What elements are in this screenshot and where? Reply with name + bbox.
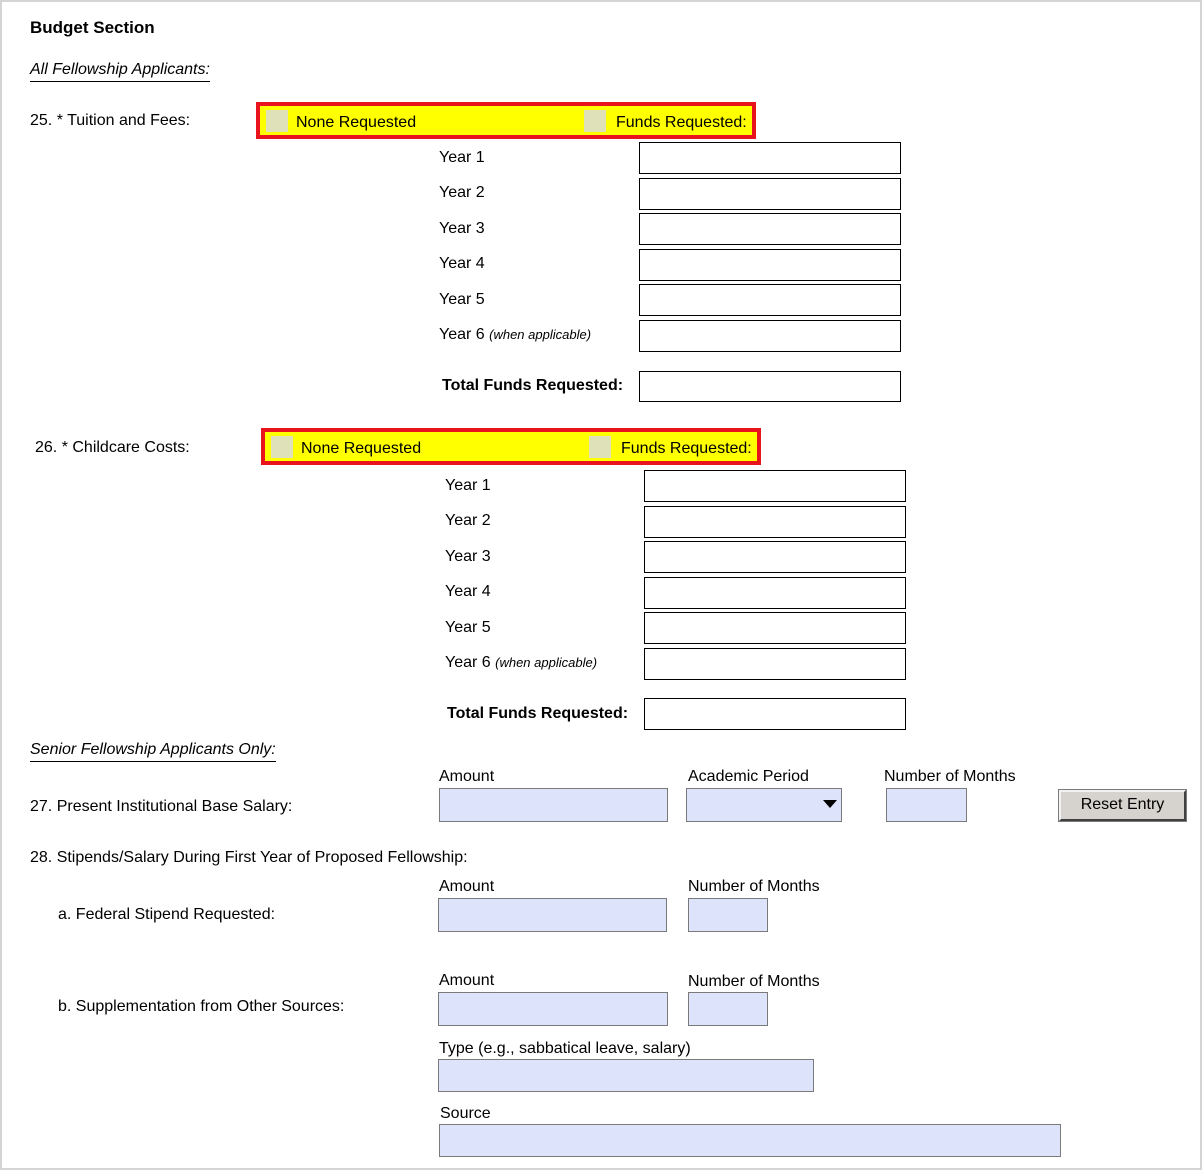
q27-months-header: Number of Months: [884, 768, 1016, 785]
q26-year2-input[interactable]: [644, 506, 906, 538]
q28b-amount-header: Amount: [439, 972, 495, 989]
q25-year5-input[interactable]: [639, 284, 901, 316]
q25-choice-group: [256, 102, 756, 139]
q26-choice-group: [261, 428, 761, 465]
q27-amount-input[interactable]: [439, 788, 668, 822]
q26-year1-label: Year 1: [445, 477, 491, 494]
q28b-source-input[interactable]: [439, 1124, 1061, 1157]
q25-year3-input[interactable]: [639, 213, 901, 245]
q25-year2-input[interactable]: [639, 178, 901, 210]
q26-funds-label: Funds Requested:: [621, 440, 752, 457]
q26-year5-label: Year 5: [445, 619, 491, 636]
q28b-type-input[interactable]: [438, 1059, 814, 1092]
q26-year3-input[interactable]: [644, 541, 906, 573]
q25-none-label: None Requested: [296, 114, 417, 131]
q27-months-input[interactable]: [886, 788, 967, 822]
q25-year6-text: Year 6: [439, 326, 485, 343]
q26-year6-text: Year 6: [445, 654, 491, 671]
q25-year6-input[interactable]: [639, 320, 901, 352]
q25-year4-input[interactable]: [639, 249, 901, 281]
section-title: Budget Section: [30, 18, 155, 37]
q27-amount-header: Amount: [439, 768, 495, 785]
q26-label: 26. * Childcare Costs:: [35, 439, 190, 456]
q25-label: 25. * Tuition and Fees:: [30, 112, 191, 129]
q28a-amount-input[interactable]: [438, 898, 667, 932]
q28b-source-header: Source: [440, 1105, 491, 1122]
senior-applicants-heading: Senior Fellowship Applicants Only:: [30, 741, 276, 762]
q28a-amount-header: Amount: [439, 878, 495, 895]
q28b-months-header: Number of Months: [688, 973, 820, 990]
q26-none-label: None Requested: [301, 440, 422, 457]
reset-entry-button[interactable]: Reset Entry: [1059, 790, 1186, 821]
q26-none-checkbox[interactable]: [271, 436, 293, 458]
q27-label: 27. Present Institutional Base Salary:: [30, 798, 293, 815]
q26-total-input[interactable]: [644, 698, 906, 730]
q25-none-checkbox[interactable]: [266, 110, 288, 132]
q25-year3-label: Year 3: [439, 220, 485, 237]
q25-year5-label: Year 5: [439, 291, 485, 308]
q26-year3-label: Year 3: [445, 548, 491, 565]
q26-year2-label: Year 2: [445, 512, 491, 529]
q27-period-select[interactable]: [686, 788, 842, 822]
q26-funds-checkbox[interactable]: [589, 436, 611, 458]
q28b-label: b. Supplementation from Other Sources:: [58, 998, 345, 1015]
q25-year1-label: Year 1: [439, 149, 485, 166]
q26-year5-input[interactable]: [644, 612, 906, 644]
q26-year6-label: [445, 654, 597, 672]
q25-year2-label: Year 2: [439, 184, 485, 201]
q27-period-header: Academic Period: [688, 768, 809, 785]
q25-funds-checkbox[interactable]: [584, 110, 606, 132]
q25-year6-note: (when applicable): [489, 327, 592, 342]
q28b-type-header: Type (e.g., sabbatical leave, salary): [439, 1040, 691, 1057]
q26-total-label: Total Funds Requested:: [447, 705, 629, 722]
q26-year6-note: (when applicable): [495, 655, 598, 670]
q25-year4-label: Year 4: [439, 255, 485, 272]
q26-year6-input[interactable]: [644, 648, 906, 680]
q28a-months-header: Number of Months: [688, 878, 820, 895]
q25-total-label: Total Funds Requested:: [442, 377, 624, 394]
q28b-amount-input[interactable]: [438, 992, 668, 1026]
q28a-months-input[interactable]: [688, 898, 768, 932]
chevron-down-icon: [823, 800, 837, 808]
q25-total-input[interactable]: [639, 371, 901, 402]
q25-year1-input[interactable]: [639, 142, 901, 174]
q26-year4-label: Year 4: [445, 583, 491, 600]
q26-year1-input[interactable]: [644, 470, 906, 502]
q25-year6-label: [439, 326, 591, 344]
q28a-label: a. Federal Stipend Requested:: [58, 906, 276, 923]
q25-funds-label: Funds Requested:: [616, 114, 747, 131]
q26-year4-input[interactable]: [644, 577, 906, 609]
all-applicants-heading: All Fellowship Applicants:: [30, 61, 210, 82]
q28-label: 28. Stipends/Salary During First Year of Proposed Fellowship:: [30, 849, 468, 866]
q28b-months-input[interactable]: [688, 992, 768, 1026]
